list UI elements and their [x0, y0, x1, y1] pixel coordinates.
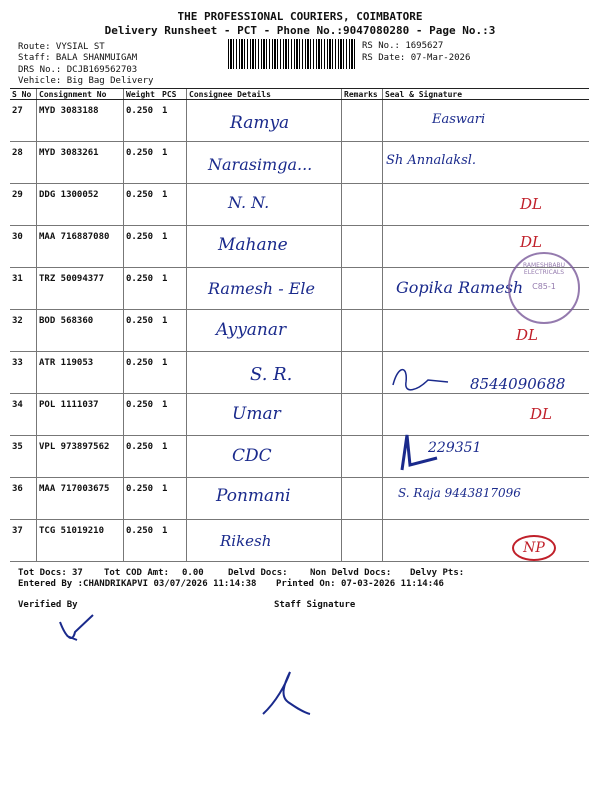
- not-present-mark: NP: [512, 535, 556, 561]
- sno: 32: [10, 310, 37, 352]
- sno: 31: [10, 268, 37, 310]
- table-row: [10, 310, 589, 352]
- consignment-no: TRZ 50094377: [37, 268, 124, 310]
- sno: 35: [10, 436, 37, 478]
- table-row: [10, 520, 589, 562]
- weight: 0.250: [124, 184, 161, 226]
- table-row: [10, 184, 589, 226]
- table-row: [10, 436, 589, 478]
- consignment-no: DDG 1300052: [37, 184, 124, 226]
- sno: 34: [10, 394, 37, 436]
- verified-by-label: Verified By: [18, 600, 78, 610]
- weight: 0.250: [124, 394, 161, 436]
- verifier-signature: [55, 610, 100, 645]
- sno: 33: [10, 352, 37, 394]
- weight: 0.250: [124, 142, 161, 184]
- pcs: 1: [160, 142, 187, 184]
- weight: 0.250: [124, 268, 161, 310]
- staff-label: Staff: BALA SHANMUIGAM: [18, 53, 138, 63]
- weight: 0.250: [124, 352, 161, 394]
- company-title: THE PROFESSIONAL COURIERS, COIMBATORE: [177, 10, 423, 23]
- sno: 28: [10, 142, 37, 184]
- non-delvd-docs-label: Non Delvd Docs:: [310, 568, 392, 578]
- consignee-name: CDC: [232, 446, 272, 466]
- consignee-name: Rikesh: [220, 532, 272, 550]
- signature-scribble: [388, 360, 478, 400]
- consignment-no: VPL 973897562: [37, 436, 124, 478]
- consignment-no: MAA 717003675: [37, 478, 124, 520]
- route-label: Route: VYSIAL ST: [18, 42, 105, 52]
- pcs: 1: [160, 268, 187, 310]
- staff-signature: [258, 662, 318, 722]
- pcs: 1: [160, 352, 187, 394]
- consignee-name: Mahane: [218, 235, 288, 255]
- delivery-mark: DL: [516, 326, 538, 344]
- table-row: [10, 394, 589, 436]
- consignee-name: Narasimga...: [208, 155, 313, 174]
- pcs: 1: [160, 310, 187, 352]
- runsheet-title: Delivery Runsheet - PCT - Phone No.:9047080280 - Page No.:3: [104, 24, 496, 37]
- stamp-text: RAMESHBABU ELECTRICALS: [522, 262, 566, 276]
- entered-by: Entered By :CHANDRIKAPVI 03/07/2026 11:14:38: [18, 579, 257, 589]
- delvd-docs-label: Delvd Docs:: [228, 568, 288, 578]
- consignment-no: BOD 568360: [37, 310, 124, 352]
- rs-date: RS Date: 07-Mar-2026: [362, 53, 471, 63]
- weight: 0.250: [124, 100, 161, 142]
- pcs: 1: [160, 520, 187, 562]
- delivery-signature: Sh Annalaksl.: [386, 153, 477, 168]
- col-pcs: PCS: [160, 89, 187, 100]
- col-signature: Seal & Signature: [383, 89, 590, 100]
- consignment-no: MYD 3083261: [37, 142, 124, 184]
- weight: 0.250: [124, 310, 161, 352]
- pcs: 1: [160, 226, 187, 268]
- table-row: [10, 100, 589, 142]
- drs-number: DRS No.: DCJB169562703: [18, 65, 138, 75]
- tot-cod-value: 0.00: [182, 568, 204, 578]
- sno: 37: [10, 520, 37, 562]
- staff-signature-label: Staff Signature: [274, 600, 356, 610]
- stamp-code: C85-1: [532, 282, 556, 291]
- table-header-row: [10, 89, 589, 100]
- col-consignment: Consignment No: [37, 89, 124, 100]
- consignment-no: MAA 716887080: [37, 226, 124, 268]
- delvy-pts-label: Delvy Pts:: [410, 568, 465, 578]
- col-sno: S No: [10, 89, 37, 100]
- consignment-no: MYD 3083188: [37, 100, 124, 142]
- consignment-no: TCG 51019210: [37, 520, 124, 562]
- sno: 27: [10, 100, 37, 142]
- consignee-name: S. R.: [250, 364, 293, 385]
- col-remarks: Remarks: [342, 89, 383, 100]
- vehicle-label: Vehicle: Big Bag Delivery: [18, 76, 154, 86]
- delivery-signature: S. Raja 9443817096: [398, 486, 521, 500]
- table-row: [10, 226, 589, 268]
- sno: 29: [10, 184, 37, 226]
- barcode: [228, 39, 356, 69]
- col-consignee: Consignee Details: [187, 89, 342, 100]
- delivery-mark: DL: [520, 195, 542, 213]
- consignee-name: Ponmani: [216, 486, 291, 506]
- delivery-signature: 8544090688: [470, 375, 566, 393]
- pcs: 1: [160, 436, 187, 478]
- consignee-name: Ramesh - Ele: [208, 279, 315, 298]
- weight: 0.250: [124, 226, 161, 268]
- consignee-name: Ramya: [230, 113, 290, 133]
- pcs: 1: [160, 184, 187, 226]
- weight: 0.250: [124, 520, 161, 562]
- pcs: 1: [160, 100, 187, 142]
- pcs: 1: [160, 478, 187, 520]
- consignment-no: ATR 119053: [37, 352, 124, 394]
- sno: 36: [10, 478, 37, 520]
- signature-scribble: [392, 430, 442, 475]
- delivery-mark: DL: [530, 405, 552, 423]
- tot-docs-label: Tot Docs:: [18, 568, 67, 578]
- consignee-name: N. N.: [228, 193, 270, 212]
- pcs: 1: [160, 394, 187, 436]
- delivery-signature: Easwari: [432, 112, 486, 127]
- col-weight: Weight: [124, 89, 161, 100]
- rs-number: RS No.: 1695627: [362, 41, 444, 51]
- consignee-name: Ayyanar: [216, 320, 287, 340]
- tot-docs-value: 37: [72, 568, 83, 578]
- sno: 30: [10, 226, 37, 268]
- delivery-signature: 229351: [428, 440, 482, 456]
- tot-cod-label: Tot COD Amt:: [104, 568, 170, 578]
- consignee-name: Umar: [232, 404, 281, 424]
- consignment-no: POL 1111037: [37, 394, 124, 436]
- weight: 0.250: [124, 436, 161, 478]
- weight: 0.250: [124, 478, 161, 520]
- printed-on: Printed On: 07-03-2026 11:14:46: [276, 579, 444, 589]
- delivery-mark: DL: [520, 233, 542, 251]
- delivery-signature: Gopika Ramesh: [396, 278, 524, 297]
- company-stamp: [508, 252, 580, 324]
